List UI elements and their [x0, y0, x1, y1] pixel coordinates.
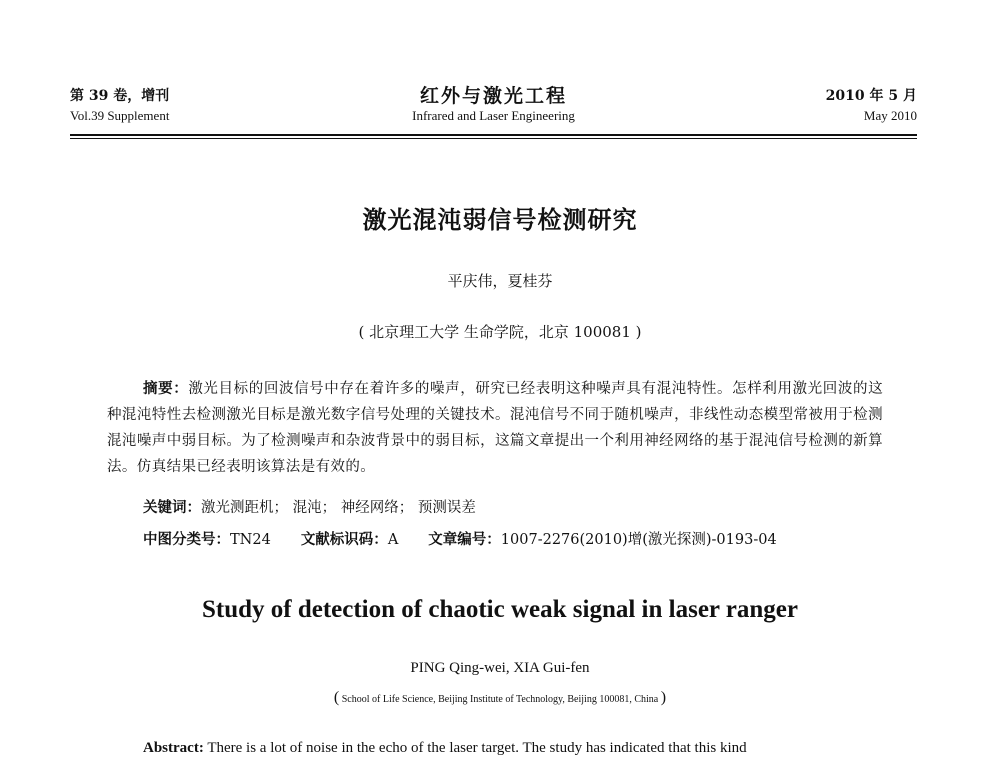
volume-zh: 第 39 卷，增刊	[70, 88, 170, 104]
doc-code-label: 文献标识码：	[300, 532, 388, 548]
clc-value: TN24	[230, 532, 271, 548]
header-rule-thick	[70, 134, 917, 136]
affiliation-zh: ( 北京理工大学 生命学院，北京 100081 )	[358, 323, 642, 341]
affiliation-en-text: School of Life Science, Beijing Institute of Technology, Beijing 100081, China	[341, 694, 659, 705]
article-no-label: 文章编号：	[428, 532, 501, 548]
abstract-zh	[107, 376, 883, 480]
journal-name	[70, 86, 917, 126]
article-no-value: 1007-2276(2010)增(激光探测)-0193-04	[500, 532, 777, 548]
volume-en: Vol.39 Supplement	[70, 108, 170, 123]
keywords-zh-label: 关键词：	[143, 500, 201, 516]
classification-line	[143, 528, 777, 549]
affiliation-en: ( School of Life Science, Beijing Institute of Technology, Beijing 100081, China )	[333, 689, 667, 706]
date-zh: 2010 年 5 月	[825, 88, 917, 104]
paper-title-en: Study of detection of chaotic weak signal in laser ranger	[201, 596, 799, 623]
abstract-zh-label: 摘要：	[143, 381, 189, 397]
issue-date	[826, 86, 917, 126]
paper-title-zh: 激光混沌弱信号检测研究	[362, 206, 638, 234]
abstract-en-text: There is a lot of noise in the echo of the laser target. The study has indicated that this kind	[207, 740, 747, 756]
clc-label: 中图分类号：	[143, 532, 230, 548]
date-en: May 2010	[863, 108, 917, 123]
abstract-en	[143, 740, 923, 757]
authors-en: PING Qing-wei, XIA Gui-fen	[410, 660, 590, 676]
authors-zh: 平庆伟，夏桂芬	[447, 272, 553, 290]
doc-code-value: A	[387, 532, 399, 548]
keywords-zh-text: 激光测距机； 混沌； 神经网络； 预测误差	[201, 500, 476, 516]
keywords-zh	[143, 496, 476, 517]
abstract-en-label: Abstract:	[143, 740, 204, 756]
header-rule-thin	[70, 138, 917, 139]
abstract-zh-text: 激光目标的回波信号中存在着许多的噪声，研究已经表明这种噪声具有混沌特性。怎样利用激光回波的这种混沌特性去检测激光目标是激光数字信号处理的关键技术。混沌信号不同于随机噪声，非线性动态模型常被用于检测混沌噪声中弱目标。为了检测噪声和杂波背景中的弱目标，这篇文章提出一个利用神经网络的基于混沌信号检测的新算法。仿真结果已经表明该算法是有效的。	[107, 381, 883, 475]
journal-header	[70, 86, 917, 134]
journal-name-en: Infrared and Laser Engineering	[412, 108, 575, 123]
journal-name-zh: 红外与激光工程	[419, 85, 567, 107]
